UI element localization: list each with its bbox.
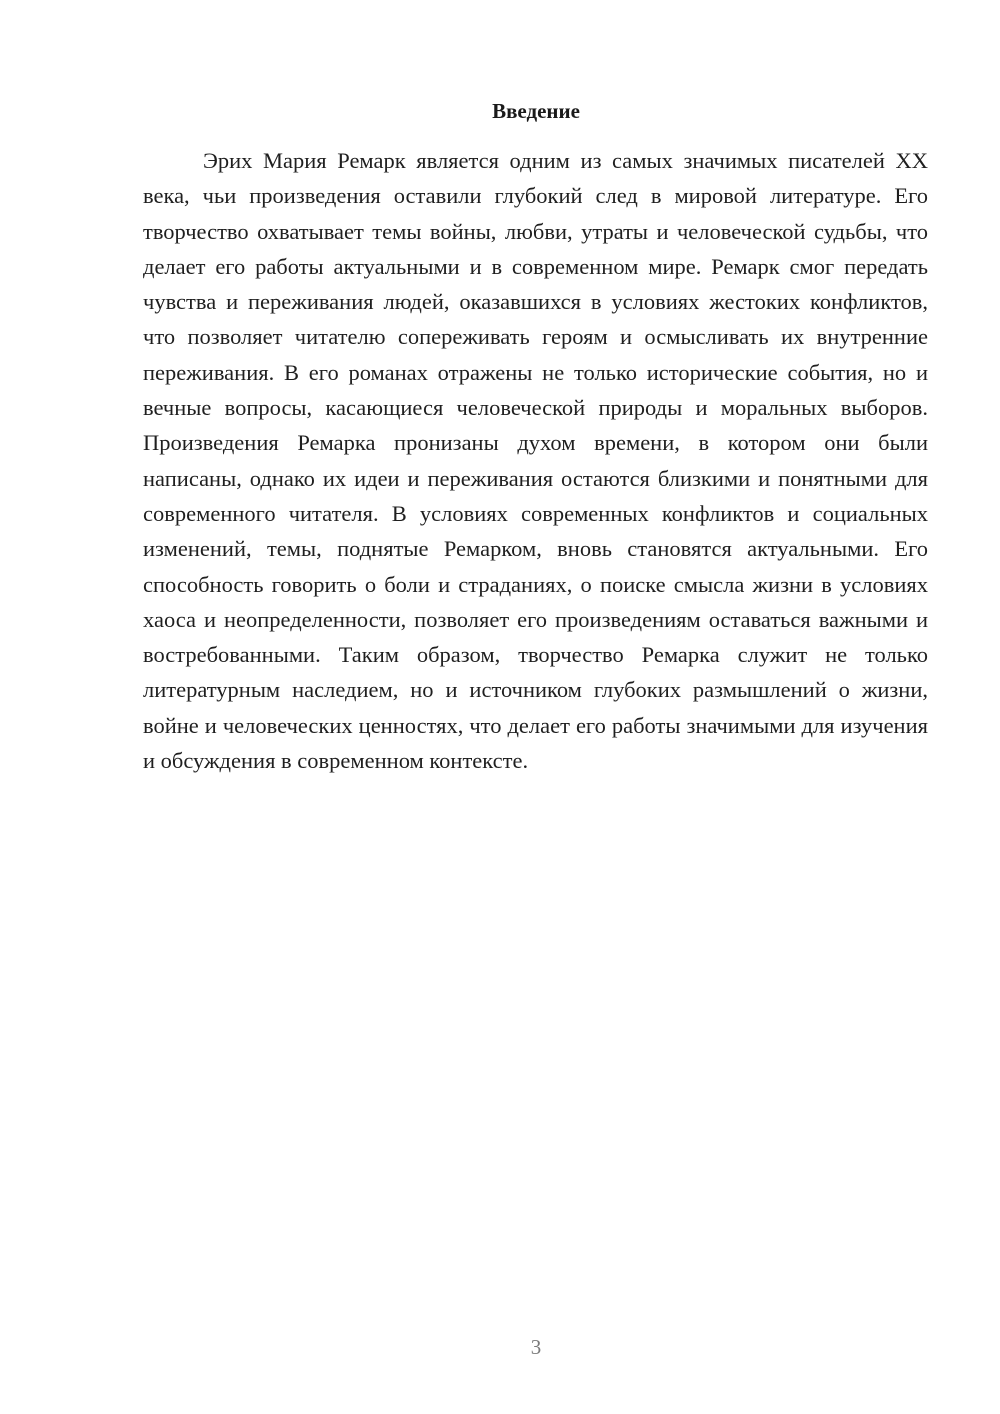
intro-paragraph: Эрих Мария Ремарк является одним из самых значимых писателей XX века, чьи произведения оставили глубокий след в мировой литературе. Его творчество охватывает темы войны, любви, утраты и человеческой судьбы, что делает его работы актуальными и в современном мире. Ремарк смог передать чувства и переживания людей, оказавшихся в условиях жестоких конфликтов, что позволяет читателю сопереживать героям и осмысливать их внутренние переживания. В его романах отражены не только исторические события, но и вечные вопросы, касающиеся человеческой природы и моральных выборов. Произведения Ремарка пронизаны духом времени, в котором они были написаны, однако их идеи и переживания остаются близкими и понятными для современного читателя. В условиях современных конфликтов и социальных изменений, темы, поднятые Ремарком, вновь становятся актуальными. Его способность говорить о боли и страданиях, о поиске смысла жизни в условиях хаоса и неопределенности, позволяет его произведениям оставаться важными и востребованными. Таким образом, творчество Ремарка служит не только литературным наследием, но и источником глубоких размышлений о жизни, войне и человеческих ценностях, что делает его работы значимыми для изучения и обсуждения в современном контексте. (143, 148, 928, 774)
page-number: 3 (530, 1335, 542, 1359)
section-heading: Введение (492, 99, 580, 123)
